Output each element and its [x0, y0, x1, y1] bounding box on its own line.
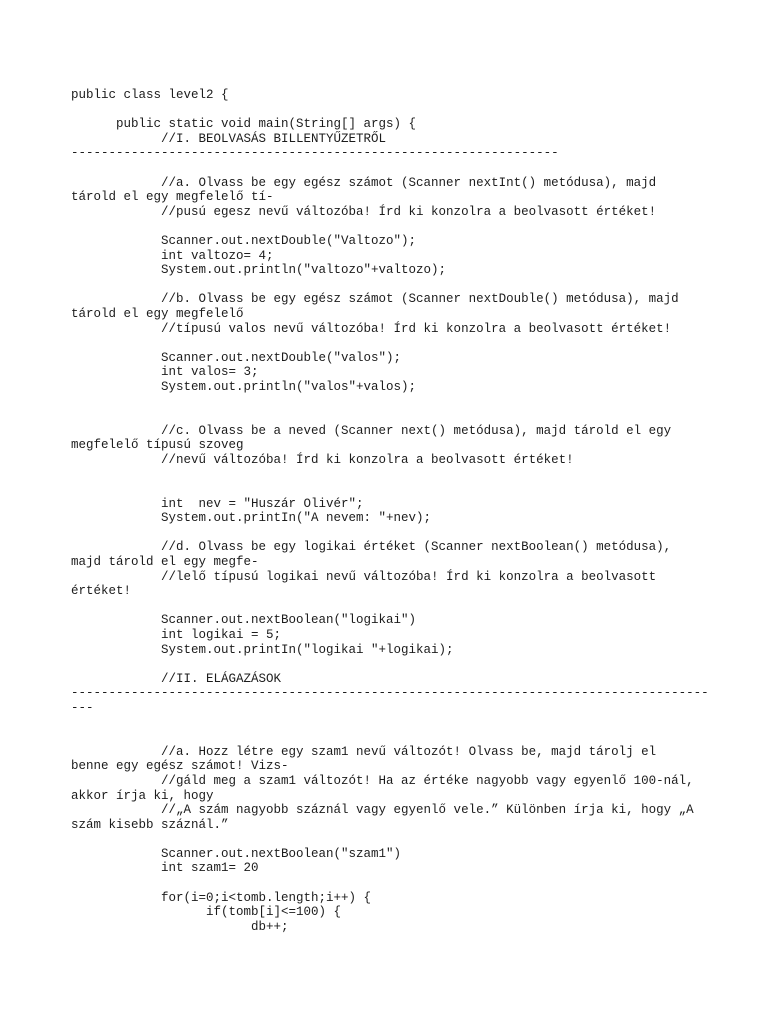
code-line: Scanner.out.nextDouble("valos");	[71, 350, 402, 365]
code-line: //gáld meg a szam1 változót! Ha az értéke nagyobb vagy egyenlő 100-nál,	[71, 773, 694, 788]
code-line	[71, 103, 711, 118]
code-line	[71, 657, 711, 672]
code-line: akkor írja ki, hogy	[71, 788, 214, 803]
code-line: //„A szám nagyobb száznál vagy egyenlő vele.” Különben írja ki, hogy „A	[71, 803, 694, 818]
code-line: szám kisebb száznál.”	[71, 817, 229, 832]
code-line: //pusú egesz nevű változóba! Írd ki konzolra a beolvasott értéket!	[71, 204, 657, 219]
code-line	[71, 599, 711, 614]
code-line	[71, 482, 711, 497]
code-line	[71, 278, 711, 293]
code-line	[71, 336, 711, 351]
code-line: majd tárold el egy megfe-	[71, 555, 259, 569]
code-line: -------------------------------------------------------------------------------------	[71, 686, 709, 701]
code-line: //nevű változóba! Írd ki konzolra a beolvasott értéket!	[71, 452, 574, 467]
code-line: //d. Olvass be egy logikai értéket (Scanner nextBoolean() metódusa),	[71, 540, 672, 555]
code-line: értéket!	[71, 584, 132, 599]
code-line: //I. BEOLVASÁS BILLENTYŰZETRŐL	[71, 131, 387, 146]
code-line: int valtozo= 4;	[71, 248, 274, 263]
code-line: benne egy egész számot! Vizs-	[71, 759, 289, 774]
code-line	[71, 467, 711, 482]
code-line: //b. Olvass be egy egész számot (Scanner nextDouble() metódusa), majd	[71, 292, 679, 307]
code-line: //c. Olvass be a neved (Scanner next() metódusa), majd tárold el egy	[71, 423, 672, 438]
code-line: tárold el egy megfelelő tí-	[71, 190, 274, 205]
code-line	[71, 876, 711, 891]
code-line: int nev = "Huszár Olivér";	[71, 496, 364, 511]
code-line: if(tomb[i]<=100) {	[71, 905, 342, 920]
code-line: -----------------------------------------------------------------	[71, 146, 559, 161]
code-line: //típusú valos nevű változóba! Írd ki konzolra a beolvasott értéket!	[71, 321, 672, 336]
code-line: //a. Hozz létre egy szam1 nevű változót! Olvass be, majd tárolj el	[71, 744, 657, 759]
code-line: //II. ELÁGAZÁSOK	[71, 671, 282, 686]
code-line: ---	[71, 700, 94, 715]
code-line: int szam1= 20	[71, 861, 259, 876]
code-line: System.out.printIn("logikai "+logikai);	[71, 642, 454, 657]
code-line: db++;	[71, 919, 289, 934]
code-listing	[71, 88, 711, 934]
code-line	[71, 394, 711, 409]
code-line: //a. Olvass be egy egész számot (Scanner nextInt() metódusa), majd	[71, 175, 657, 190]
code-line: Scanner.out.nextBoolean("logikai")	[71, 613, 417, 628]
code-line: System.out.println("valtozo"+valtozo);	[71, 263, 447, 278]
code-line: //lelő típusú logikai nevű változóba! Írd ki konzolra a beolvasott	[71, 569, 657, 584]
code-line	[71, 409, 711, 424]
code-line	[71, 716, 711, 731]
code-line	[71, 526, 711, 541]
code-line: tárold el egy megfelelő	[71, 306, 244, 321]
code-line: public static void main(String[] args) {	[71, 117, 417, 132]
code-line: public class level2 {	[71, 88, 229, 102]
code-line: System.out.printIn("A nevem: "+nev);	[71, 511, 432, 526]
code-line: Scanner.out.nextBoolean("szam1")	[71, 846, 402, 861]
code-line: Scanner.out.nextDouble("Valtozo");	[71, 233, 417, 248]
code-line	[71, 832, 711, 847]
code-line: for(i=0;i<tomb.length;i++) {	[71, 890, 372, 905]
code-line	[71, 730, 711, 745]
code-line	[71, 219, 711, 234]
code-line: megfelelő típusú szoveg	[71, 438, 244, 453]
code-line: System.out.println("valos"+valos);	[71, 379, 417, 394]
code-line: int valos= 3;	[71, 365, 259, 380]
code-line: int logikai = 5;	[71, 627, 282, 642]
code-line	[71, 161, 711, 176]
